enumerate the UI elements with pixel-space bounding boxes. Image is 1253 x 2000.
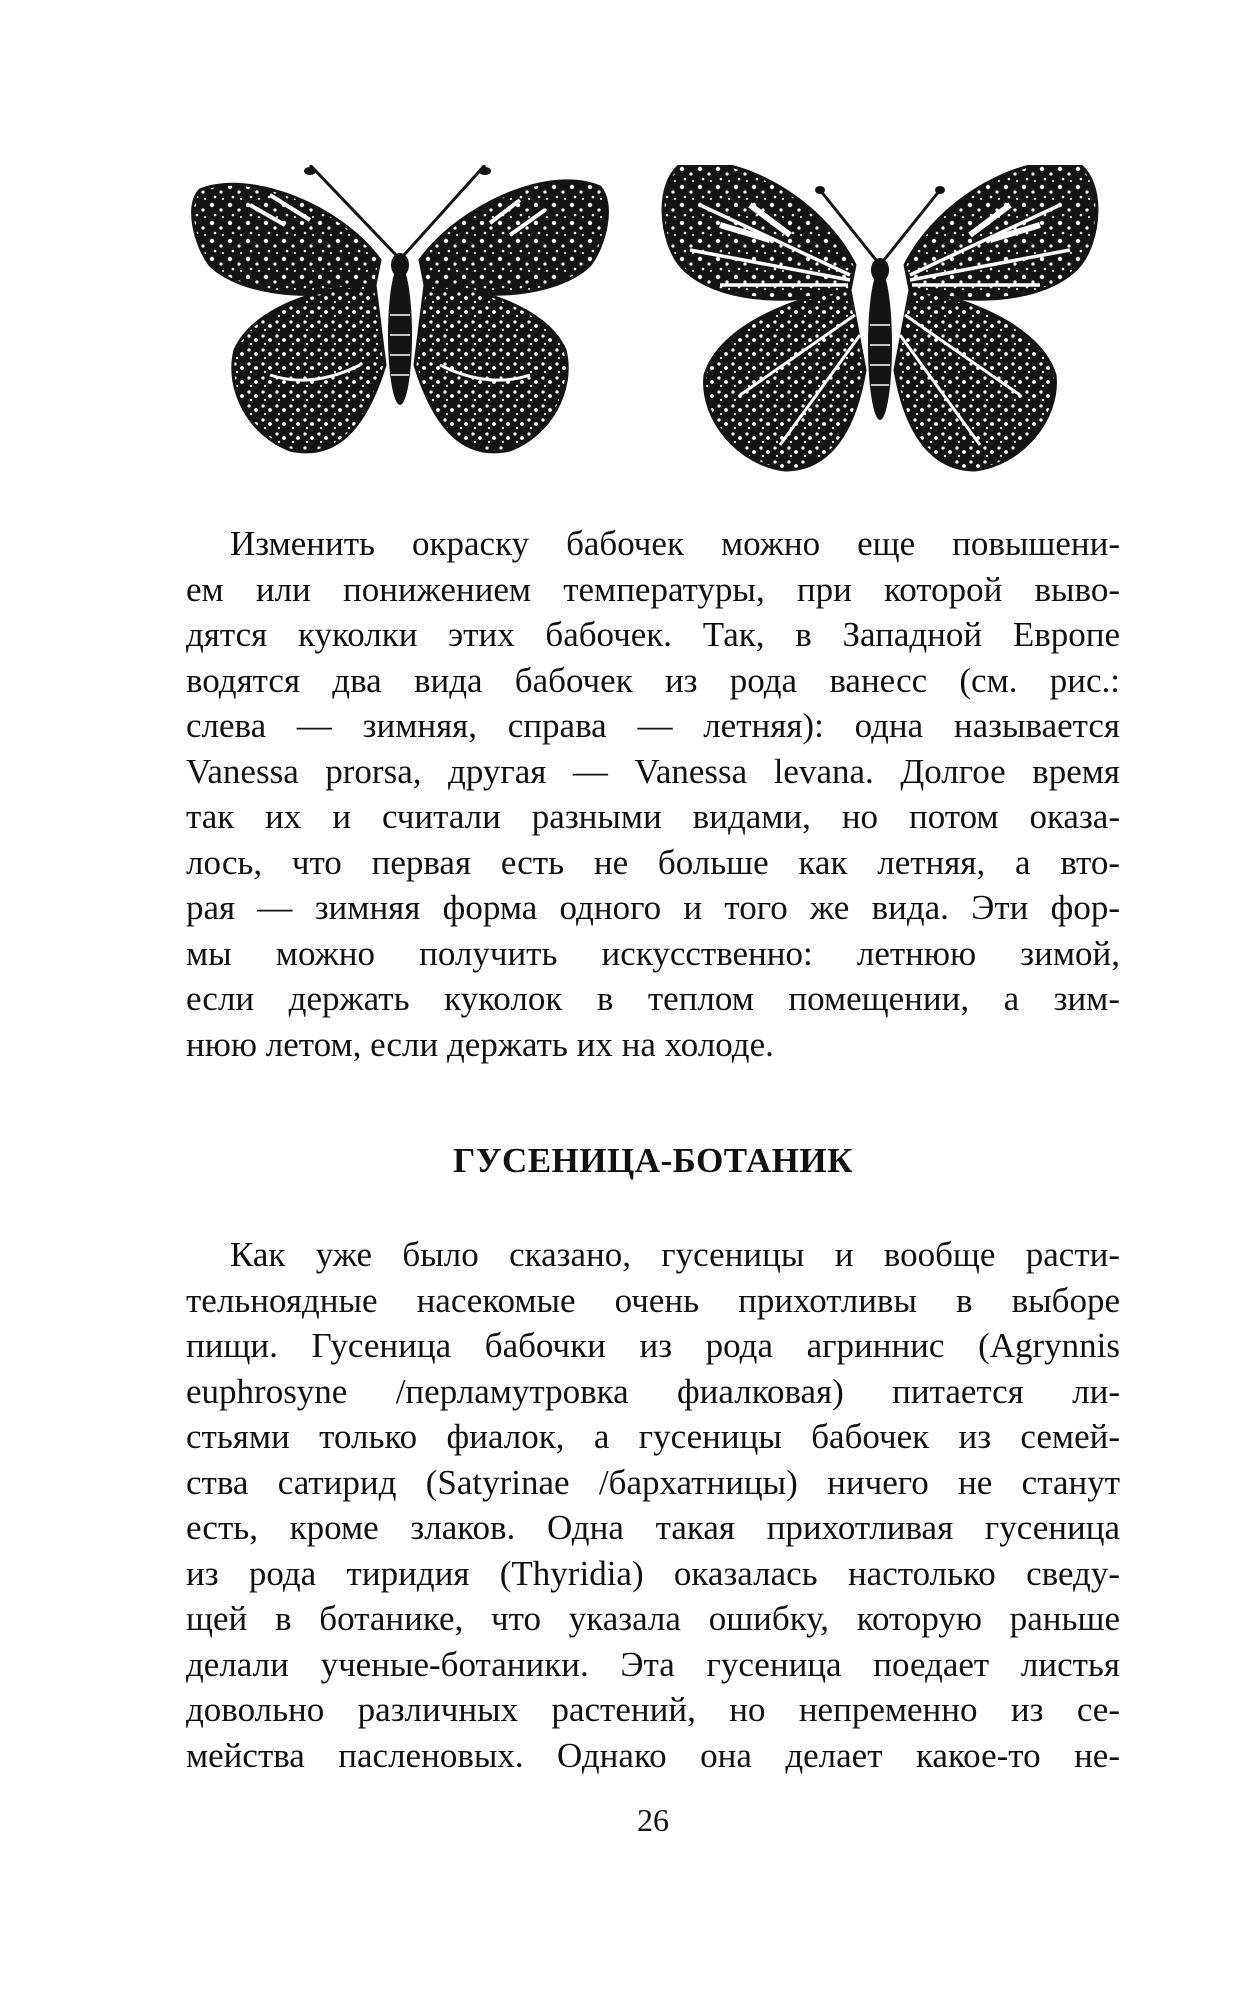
text-line: лось, что первая есть не больше как летняя, а вто- — [186, 842, 1120, 882]
text-line: ем или понижением температуры, при которой выво- — [186, 569, 1120, 609]
text-line: водятся два вида бабочек из рода ванесс (см. рис.: — [186, 660, 1120, 700]
paragraph-vanessa — [186, 521, 1120, 1067]
page-number: 26 — [637, 1802, 669, 1838]
text-line: дятся куколки этих бабочек. Так, в Западной Европе — [186, 615, 1120, 654]
text-line: euphrosyne /перламутровка фиалковая) питается ли- — [186, 1371, 1120, 1411]
text-line: тельноядные насекомые очень прихотливы в выборе — [186, 1280, 1120, 1320]
text-line: слева — зимняя, справа — летняя): одна называется — [186, 706, 1120, 745]
text-line: мейства пасленовых. Однако она делает какое-то не- — [186, 1735, 1120, 1775]
text-line: есть, кроме злаков. Одна такая прихотливая гусеница — [186, 1508, 1120, 1547]
text-line: стьями только фиалок, а гусеницы бабочек из семей- — [186, 1417, 1120, 1456]
butterflies-illustration — [190, 165, 1110, 485]
text-line: щей в ботанике, что указала ошибку, которую раньше — [186, 1599, 1120, 1638]
text-line: Изменить окраску бабочек можно еще повышени- — [230, 524, 1120, 563]
text-line: нюю летом, если держать их на холоде. — [186, 1024, 774, 1064]
text-line: делали ученые-ботаники. Эта гусеница поедает листья — [186, 1644, 1120, 1684]
winter-form-butterfly-icon — [193, 165, 608, 452]
text-line: рая — зимняя форма одного и того же вида. Эти фор- — [186, 888, 1120, 927]
text-line: так их и считали разными видами, но потом оказа- — [186, 797, 1120, 836]
text-line: довольно различных растений, но непременно из се- — [186, 1690, 1120, 1729]
text-line: из рода тиридия (Thyridia) оказалась настолько сведу- — [186, 1553, 1120, 1593]
text-line: ства сатирид (Satyrinae /бархатницы) ничего не станут — [186, 1462, 1120, 1502]
text-line: если держать куколок в теплом помещении, а зим- — [186, 979, 1120, 1018]
text-line: мы можно получить искусственно: летнюю зимой, — [186, 933, 1120, 973]
summer-form-butterfly-icon — [663, 165, 1097, 470]
paragraph-caterpillar — [186, 1232, 1120, 1778]
text-line: Как уже было сказано, гусеницы и вообще расти- — [230, 1235, 1120, 1274]
text-line: пищи. Гусеница бабочки из рода агриннис (Agrynnis — [186, 1326, 1120, 1365]
text-line: Vanessa prorsa, другая — Vanessa levana. Долгое время — [186, 751, 1120, 791]
section-heading: ГУСЕНИЦА-БОТАНИК — [452, 1141, 853, 1180]
